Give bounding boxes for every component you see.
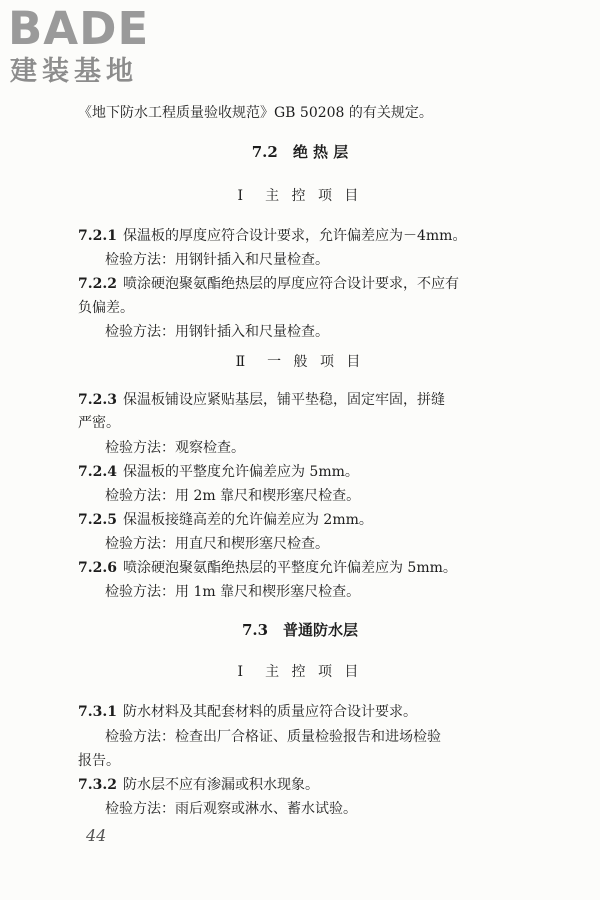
clause-text: 保温板铺设应紧贴基层，铺平垫稳，固定牢固，拼缝 [122,392,445,408]
clause-7-2-4 [78,462,359,482]
clause-text: 防水层不应有渗漏或积水现象。 [122,777,319,793]
inspection-method: 检验方法：检查出厂合格证、质量检验报告和进场检验 [105,729,441,745]
subheading-main-control: Ⅰ 主 控 项 目 [237,188,363,204]
clause-number: 7.2.4 [78,464,117,480]
logo-wordmark: BADE [8,2,150,55]
subheading-main-control: Ⅰ 主 控 项 目 [237,664,363,680]
clause-7-2-3 [78,390,445,410]
inspection-method: 检验方法：用 2m 靠尺和楔形塞尺检查。 [105,488,361,504]
inspection-method: 检验方法：用直尺和楔形塞尺检查。 [105,536,329,552]
clause-7-2-2 [78,274,459,294]
clause-number: 7.3.1 [78,704,117,720]
clause-text: 喷涂硬泡聚氨酯绝热层的厚度应符合设计要求，不应有 [122,276,459,292]
intro-line: 《地下防水工程质量验收规范》GB 50208 的有关规定。 [78,105,433,121]
clause-7-2-1 [78,226,466,246]
clause-continuation: 严密。 [78,415,120,431]
clause-continuation: 报告。 [78,753,120,769]
section-heading-7-2: 7.2 绝 热 层 [251,143,349,161]
page-number: 44 [86,826,107,845]
clause-text: 喷涂硬泡聚氨酯绝热层的平整度允许偏差应为 5mm。 [122,560,457,576]
clause-7-3-1 [78,702,417,722]
clause-number: 7.2.6 [78,560,117,576]
clause-7-2-5 [78,510,373,530]
section-heading-7-3: 7.3 普通防水层 [241,621,359,639]
clause-continuation: 负偏差。 [78,300,134,316]
clause-number: 7.2.3 [78,392,117,408]
clause-number: 7.2.5 [78,512,117,528]
inspection-method: 检验方法：用钢针插入和尺量检查。 [105,324,329,340]
clause-text: 保温板接缝高差的允许偏差应为 2mm。 [122,512,373,528]
logo-subtitle: 建装基地 [10,56,138,87]
clause-text: 保温板的平整度允许偏差应为 5mm。 [122,464,359,480]
inspection-method: 检验方法：用 1m 靠尺和楔形塞尺检查。 [105,584,361,600]
inspection-method: 检验方法：雨后观察或淋水、蓄水试验。 [105,801,357,817]
clause-7-2-6 [78,558,457,578]
subheading-general: Ⅱ 一 般 项 目 [235,354,365,370]
inspection-method: 检验方法：观察检查。 [105,440,245,456]
clause-number: 7.2.2 [78,276,117,292]
clause-7-3-2 [78,775,319,795]
clause-number: 7.2.1 [78,228,117,244]
clause-text: 保温板的厚度应符合设计要求，允许偏差应为－4mm。 [122,228,467,244]
clause-text: 防水材料及其配套材料的质量应符合设计要求。 [122,704,417,720]
clause-number: 7.3.2 [78,777,117,793]
inspection-method: 检验方法：用钢针插入和尺量检查。 [105,252,329,268]
